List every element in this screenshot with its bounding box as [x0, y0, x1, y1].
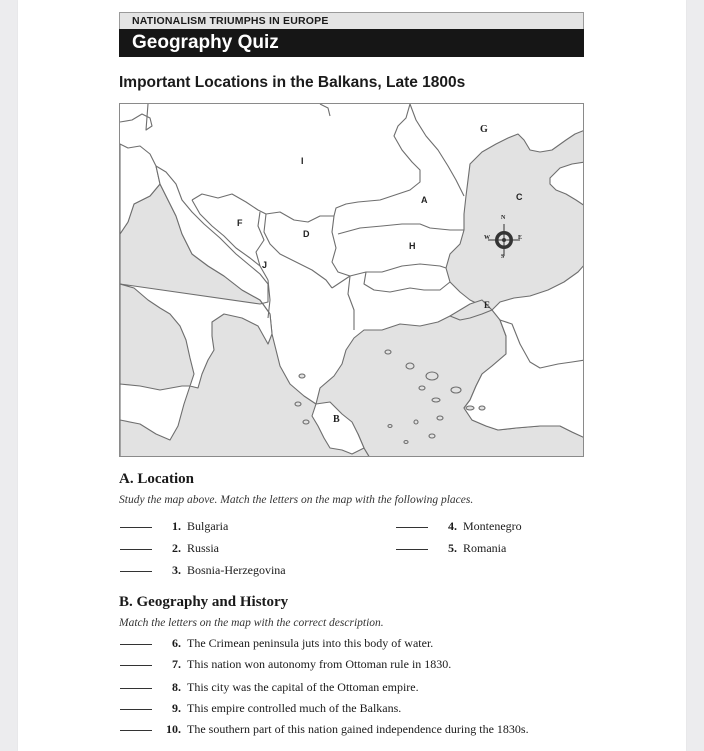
- answer-blank-3[interactable]: [120, 570, 152, 572]
- map-label-C: C: [516, 192, 523, 202]
- answer-blank-5[interactable]: [396, 548, 428, 550]
- question-10: [120, 722, 529, 737]
- question-4: [396, 519, 522, 534]
- compass-w: W: [484, 235, 490, 241]
- question-7: [120, 657, 451, 672]
- question-number: 4.: [448, 519, 457, 533]
- question-number: 2.: [172, 541, 181, 555]
- map-label-J: J: [262, 260, 268, 270]
- compass-e: E: [518, 235, 523, 241]
- question-2: [120, 541, 219, 556]
- map-label-F: F: [237, 218, 243, 228]
- question-number: 7.: [172, 657, 181, 671]
- question-text: Romania: [463, 541, 507, 555]
- map-label-A: A: [421, 195, 428, 205]
- question-text: Bosnia-Herzegovina: [187, 563, 286, 577]
- answer-blank-7[interactable]: [120, 664, 152, 666]
- compass-n: N: [501, 215, 506, 221]
- question-1: [120, 519, 228, 534]
- question-text: The Crimean peninsula juts into this body of water.: [187, 636, 434, 650]
- map-label-B: B: [333, 414, 340, 425]
- compass-s: S: [501, 254, 505, 260]
- map-label-E: E: [484, 300, 491, 310]
- section-b-heading: B. Geography and History: [119, 594, 289, 610]
- map-label-H: H: [409, 241, 416, 251]
- question-number: 3.: [172, 563, 181, 577]
- question-number: 1.: [172, 519, 181, 533]
- question-number: 6.: [172, 636, 181, 650]
- question-number: 10.: [166, 722, 181, 736]
- question-9: [120, 701, 401, 716]
- answer-blank-2[interactable]: [120, 548, 152, 550]
- question-text: The southern part of this nation gained independence during the 1830s.: [187, 722, 529, 736]
- question-6: [120, 636, 433, 651]
- map-label-I: I: [301, 156, 304, 166]
- map-label-G: G: [480, 124, 488, 135]
- question-text: Montenegro: [463, 519, 522, 533]
- question-8: [120, 680, 419, 695]
- section-a-heading: A. Location: [119, 471, 194, 487]
- question-text: Russia: [187, 541, 220, 555]
- chapter-header: NATIONALISM TRIUMPHS IN EUROPE: [119, 12, 584, 29]
- question-5: [396, 541, 506, 556]
- question-3: [120, 563, 286, 578]
- question-number: 5.: [448, 541, 457, 555]
- question-number: 8.: [172, 680, 181, 694]
- map-title: Important Locations in the Balkans, Late 1800s: [119, 74, 466, 91]
- answer-blank-6[interactable]: [120, 643, 152, 645]
- map-outline-graphic: [120, 104, 584, 457]
- question-text: Bulgaria: [187, 519, 229, 533]
- question-text: This nation won autonomy from Ottoman rule in 1830.: [187, 657, 452, 671]
- page-title: Geography Quiz: [119, 29, 584, 57]
- question-number: 9.: [172, 701, 181, 715]
- question-text: This empire controlled much of the Balkans.: [187, 701, 402, 715]
- section-a-instructions: Study the map above. Match the letters on the map with the following places.: [119, 494, 474, 506]
- answer-blank-10[interactable]: [120, 729, 152, 731]
- question-text: This city was the capital of the Ottoman empire.: [187, 680, 419, 694]
- section-b-instructions: Match the letters on the map with the correct description.: [119, 617, 384, 629]
- map-label-D: D: [303, 229, 310, 239]
- answer-blank-1[interactable]: [120, 526, 152, 528]
- balkans-map: [119, 103, 584, 457]
- answer-blank-9[interactable]: [120, 708, 152, 710]
- answer-blank-4[interactable]: [396, 526, 428, 528]
- answer-blank-8[interactable]: [120, 687, 152, 689]
